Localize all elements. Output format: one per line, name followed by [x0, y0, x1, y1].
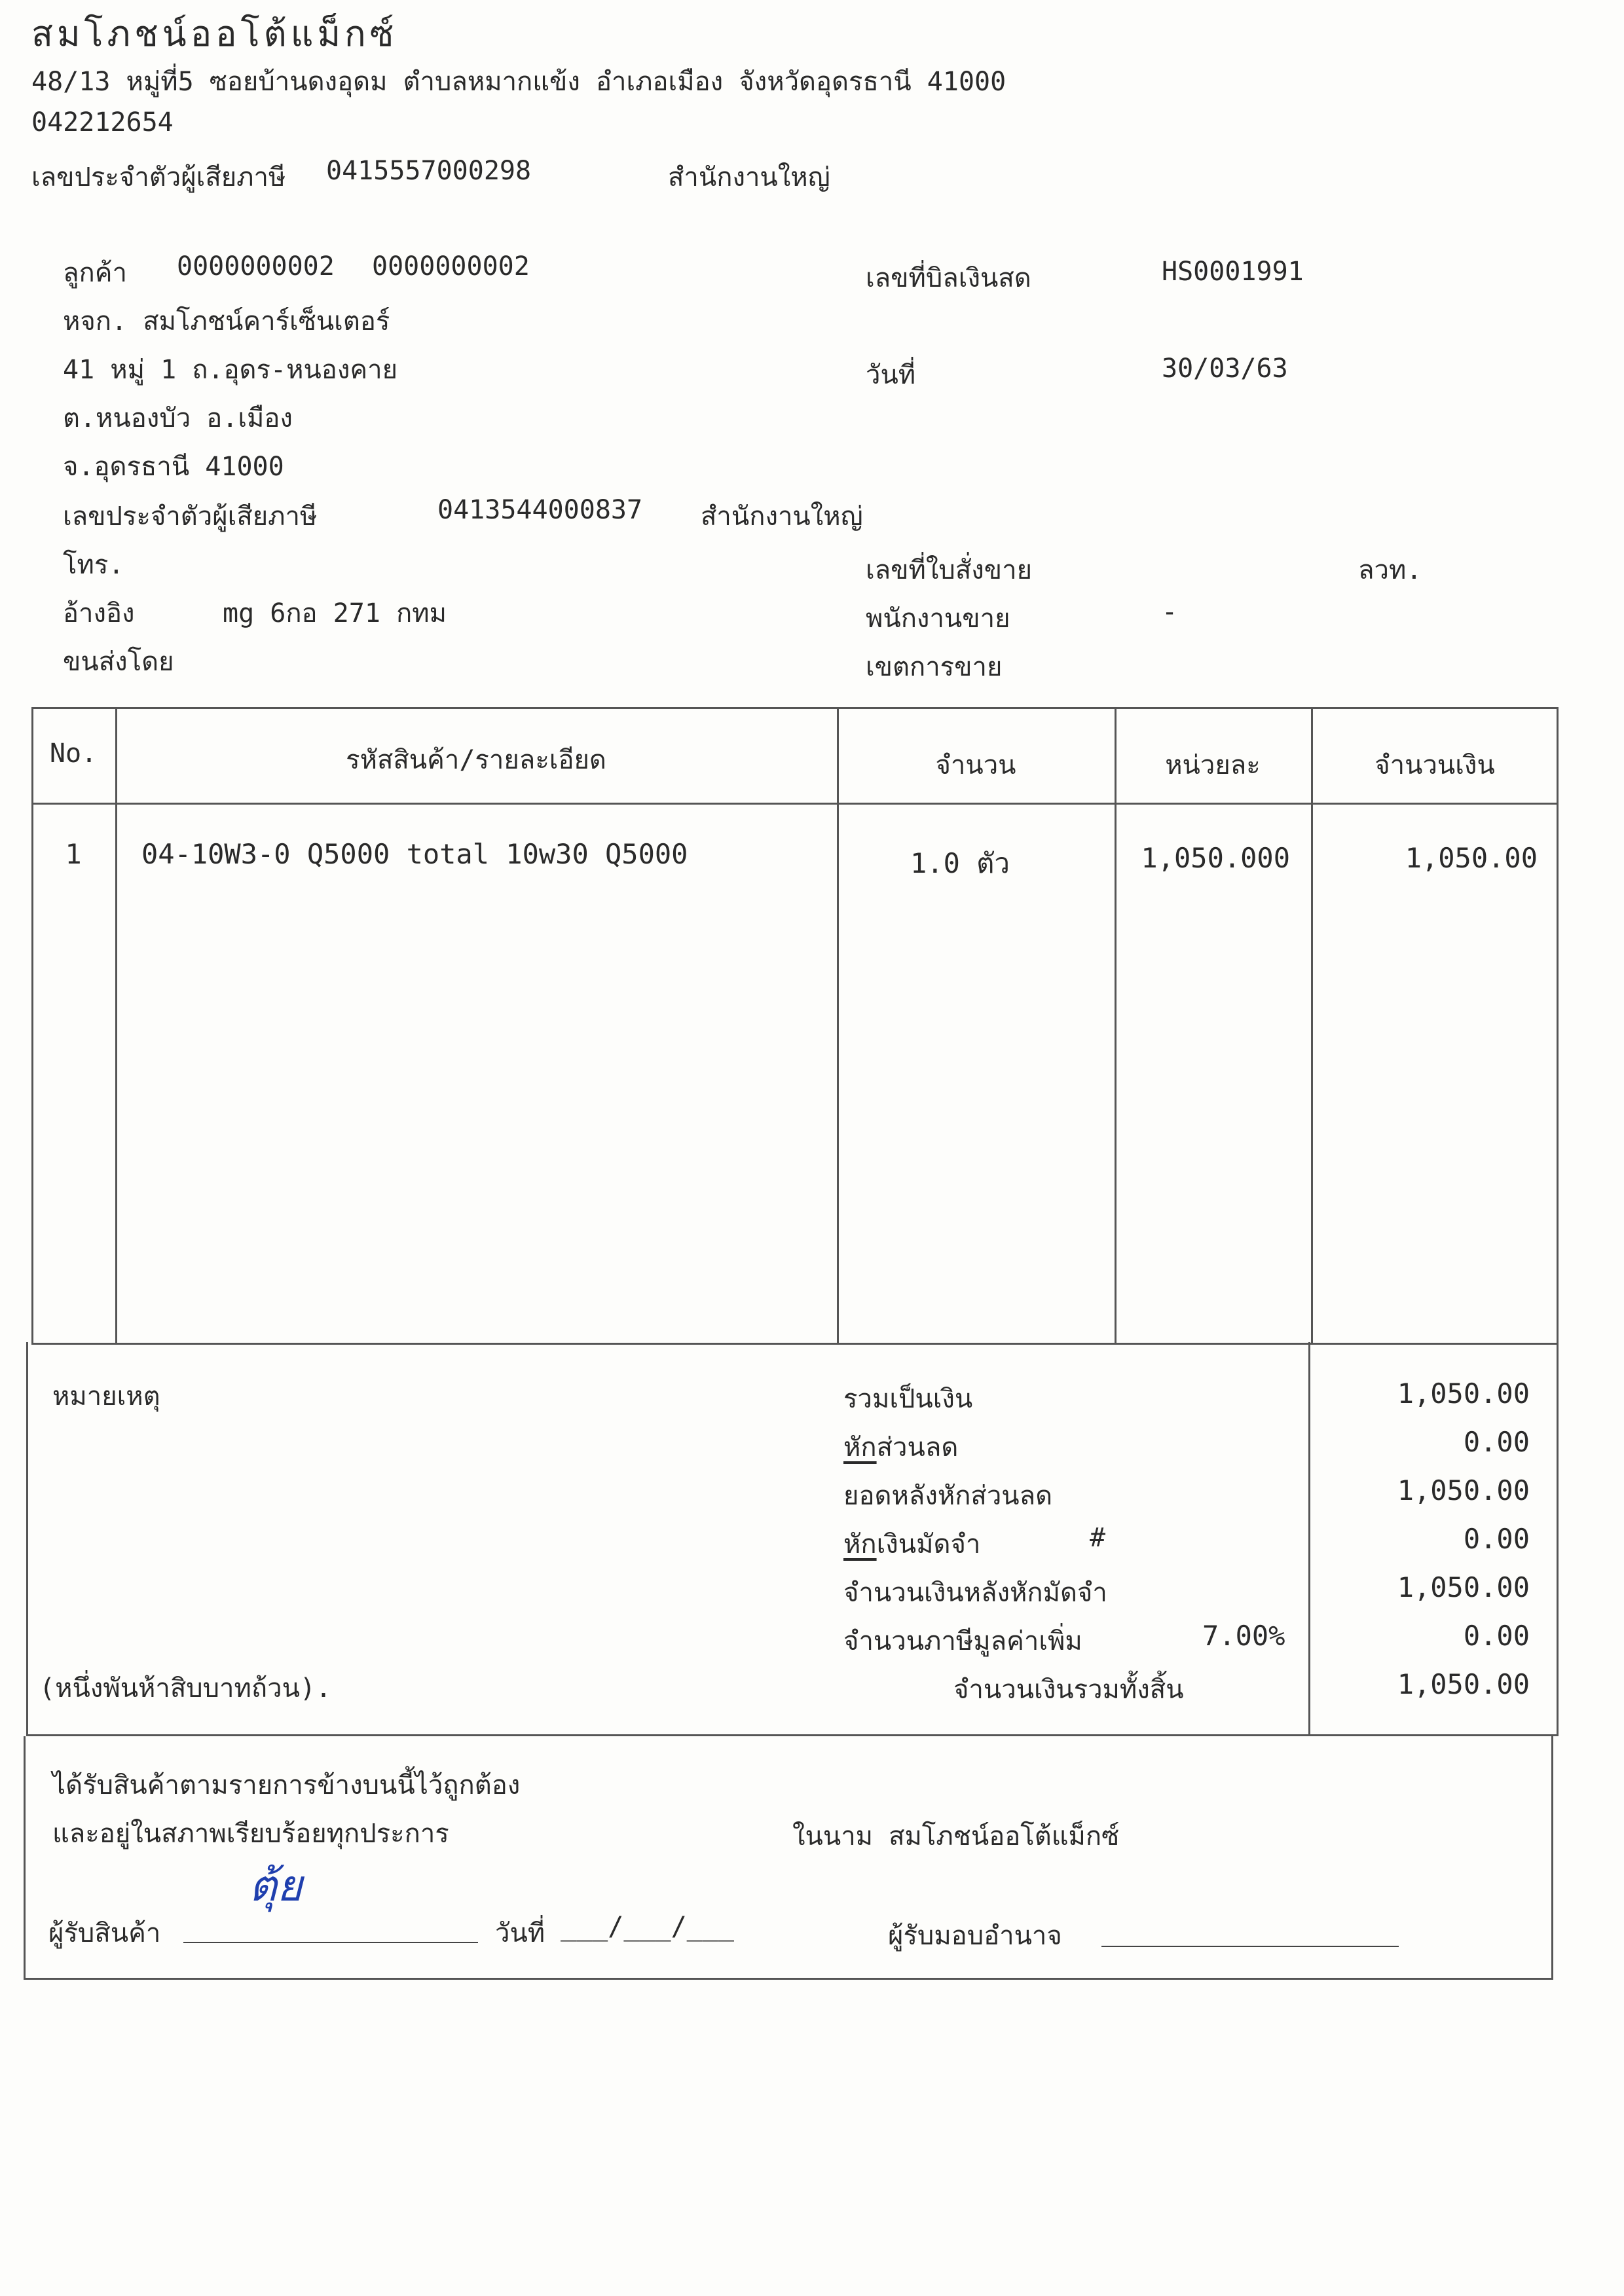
col-divider-desc — [837, 707, 839, 1345]
customer-address-1: 41 หมู่ 1 ถ.อุดร-หนองคาย — [63, 355, 398, 385]
received-line-2: และอยู่ในสภาพเรียบร้อยทุกประการ — [52, 1819, 449, 1849]
received-line-1: ได้รับสินค้าตามรายการข้างบนนี้ไว้ถูกต้อง — [52, 1770, 521, 1800]
customer-ref-label: อ้างอิง — [63, 598, 135, 629]
vat-value: 0.00 — [1463, 1620, 1530, 1652]
customer-tax-label: เลขประจำตัวผู้เสียภาษี — [63, 501, 318, 532]
zone-label: เขตการขาย — [866, 652, 1003, 682]
authorized-label: ผู้รับมอบอำนาจ — [888, 1921, 1062, 1951]
col-divider-qty — [1115, 707, 1116, 1345]
col-divider-unit — [1311, 707, 1313, 1345]
discount-value: 0.00 — [1463, 1426, 1530, 1458]
company-tax-label: เลขประจำตัวผู้เสียภาษี — [31, 162, 286, 192]
header-no: No. — [49, 738, 98, 769]
order-value: ลวท. — [1358, 555, 1422, 585]
authorized-signature-line — [1101, 1946, 1399, 1947]
row-qty: 1.0 ตัว — [910, 847, 1010, 879]
bill-label: เลขที่บิลเงินสด — [866, 263, 1031, 293]
sales-value: - — [1162, 597, 1178, 627]
header-amount: จำนวนเงิน — [1375, 750, 1495, 780]
receive-date-blank: ___/___/___ — [561, 1912, 734, 1942]
vat-label: จำนวนภาษีมูลค่าเพิ่ม — [843, 1626, 1082, 1656]
discount-rest: ส่วนลด — [876, 1432, 959, 1463]
row-desc: 04-10W3-0 Q5000 total 10w30 Q5000 — [141, 838, 688, 870]
total-value: 1,050.00 — [1397, 1668, 1530, 1700]
row-amount: 1,050.00 — [1405, 842, 1538, 874]
bill-number: HS0001991 — [1162, 257, 1304, 287]
receiver-signature: ตุ้ย — [249, 1861, 303, 1911]
row-unit-price: 1,050.000 — [1141, 842, 1290, 874]
company-name: สมโภชน์ออโต้แม็กซ์ — [31, 13, 398, 54]
customer-tax-id: 0413544000837 — [437, 495, 643, 525]
receive-date-label: วันที่ — [495, 1918, 545, 1948]
vat-rate: 7.00% — [1202, 1620, 1285, 1652]
amount-in-words: (หนึ่งพันห้าสิบบาทถ้วน). — [39, 1673, 332, 1704]
on-behalf-text: ในนาม สมโภชน์ออโต้แม็กซ์ — [792, 1821, 1120, 1851]
company-address: 48/13 หมู่ที่5 ซอยบ้านดงอุดม ตำบลหมากแข้ง อำเภอเมือง จังหวัดอุดรธานี 41000 — [31, 67, 1006, 97]
after-discount-value: 1,050.00 — [1397, 1474, 1530, 1506]
invoice-date: 30/03/63 — [1162, 354, 1288, 384]
company-branch: สำนักงานใหญ่ — [668, 162, 830, 192]
header-desc: รหัสสินค้า/รายละเอียด — [346, 745, 606, 775]
customer-address-3: จ.อุดรธานี 41000 — [63, 452, 284, 482]
deposit-hash: # — [1090, 1523, 1106, 1553]
total-label: จำนวนเงินรวมทั้งสิ้น — [953, 1675, 1184, 1705]
customer-name: หจก. สมโภชน์คาร์เซ็นเตอร์ — [63, 306, 390, 337]
customer-address-2: ต.หนองบัว อ.เมือง — [63, 403, 293, 433]
table-header-divider — [31, 803, 1559, 805]
customer-phone-label: โทร. — [63, 550, 124, 580]
sales-label: พนักงานขาย — [866, 604, 1010, 634]
summary-col-divider — [1308, 1342, 1310, 1736]
discount-prefix: หัก — [843, 1432, 877, 1463]
deposit-label — [843, 1523, 980, 1565]
customer-branch: สำนักงานใหญ่ — [701, 501, 863, 532]
after-deposit-label: จำนวนเงินหลังหักมัดจำ — [843, 1578, 1107, 1608]
discount-label — [843, 1426, 958, 1468]
deposit-prefix: หัก — [843, 1529, 877, 1559]
after-discount-label: ยอดหลังหักส่วนลด — [843, 1481, 1053, 1511]
order-label: เลขที่ใบสั่งขาย — [866, 555, 1033, 585]
date-label: วันที่ — [866, 360, 916, 390]
remark-label: หมายเหตุ — [52, 1381, 160, 1412]
deposit-value: 0.00 — [1463, 1523, 1530, 1555]
row-no: 1 — [65, 838, 82, 870]
header-qty: จำนวน — [935, 750, 1016, 780]
customer-code-1: 0000000002 — [177, 251, 335, 282]
col-divider-no — [115, 707, 117, 1345]
customer-code-2: 0000000002 — [372, 251, 530, 282]
receiver-label: ผู้รับสินค้า — [48, 1918, 161, 1948]
subtotal-value: 1,050.00 — [1397, 1377, 1530, 1410]
header-unit-price: หน่วยละ — [1165, 750, 1261, 780]
receiver-signature-line — [183, 1942, 478, 1943]
subtotal-label: รวมเป็นเงิน — [843, 1384, 973, 1414]
deposit-rest: เงินมัดจำ — [876, 1529, 981, 1559]
customer-ref-value: mg 6กอ 271 กทม — [223, 598, 447, 629]
customer-ship-label: ขนส่งโดย — [63, 647, 174, 677]
company-phone: 042212654 — [31, 107, 174, 137]
customer-label: ลูกค้า — [63, 258, 127, 288]
after-deposit-value: 1,050.00 — [1397, 1571, 1530, 1603]
company-tax-id: 0415557000298 — [326, 156, 532, 186]
